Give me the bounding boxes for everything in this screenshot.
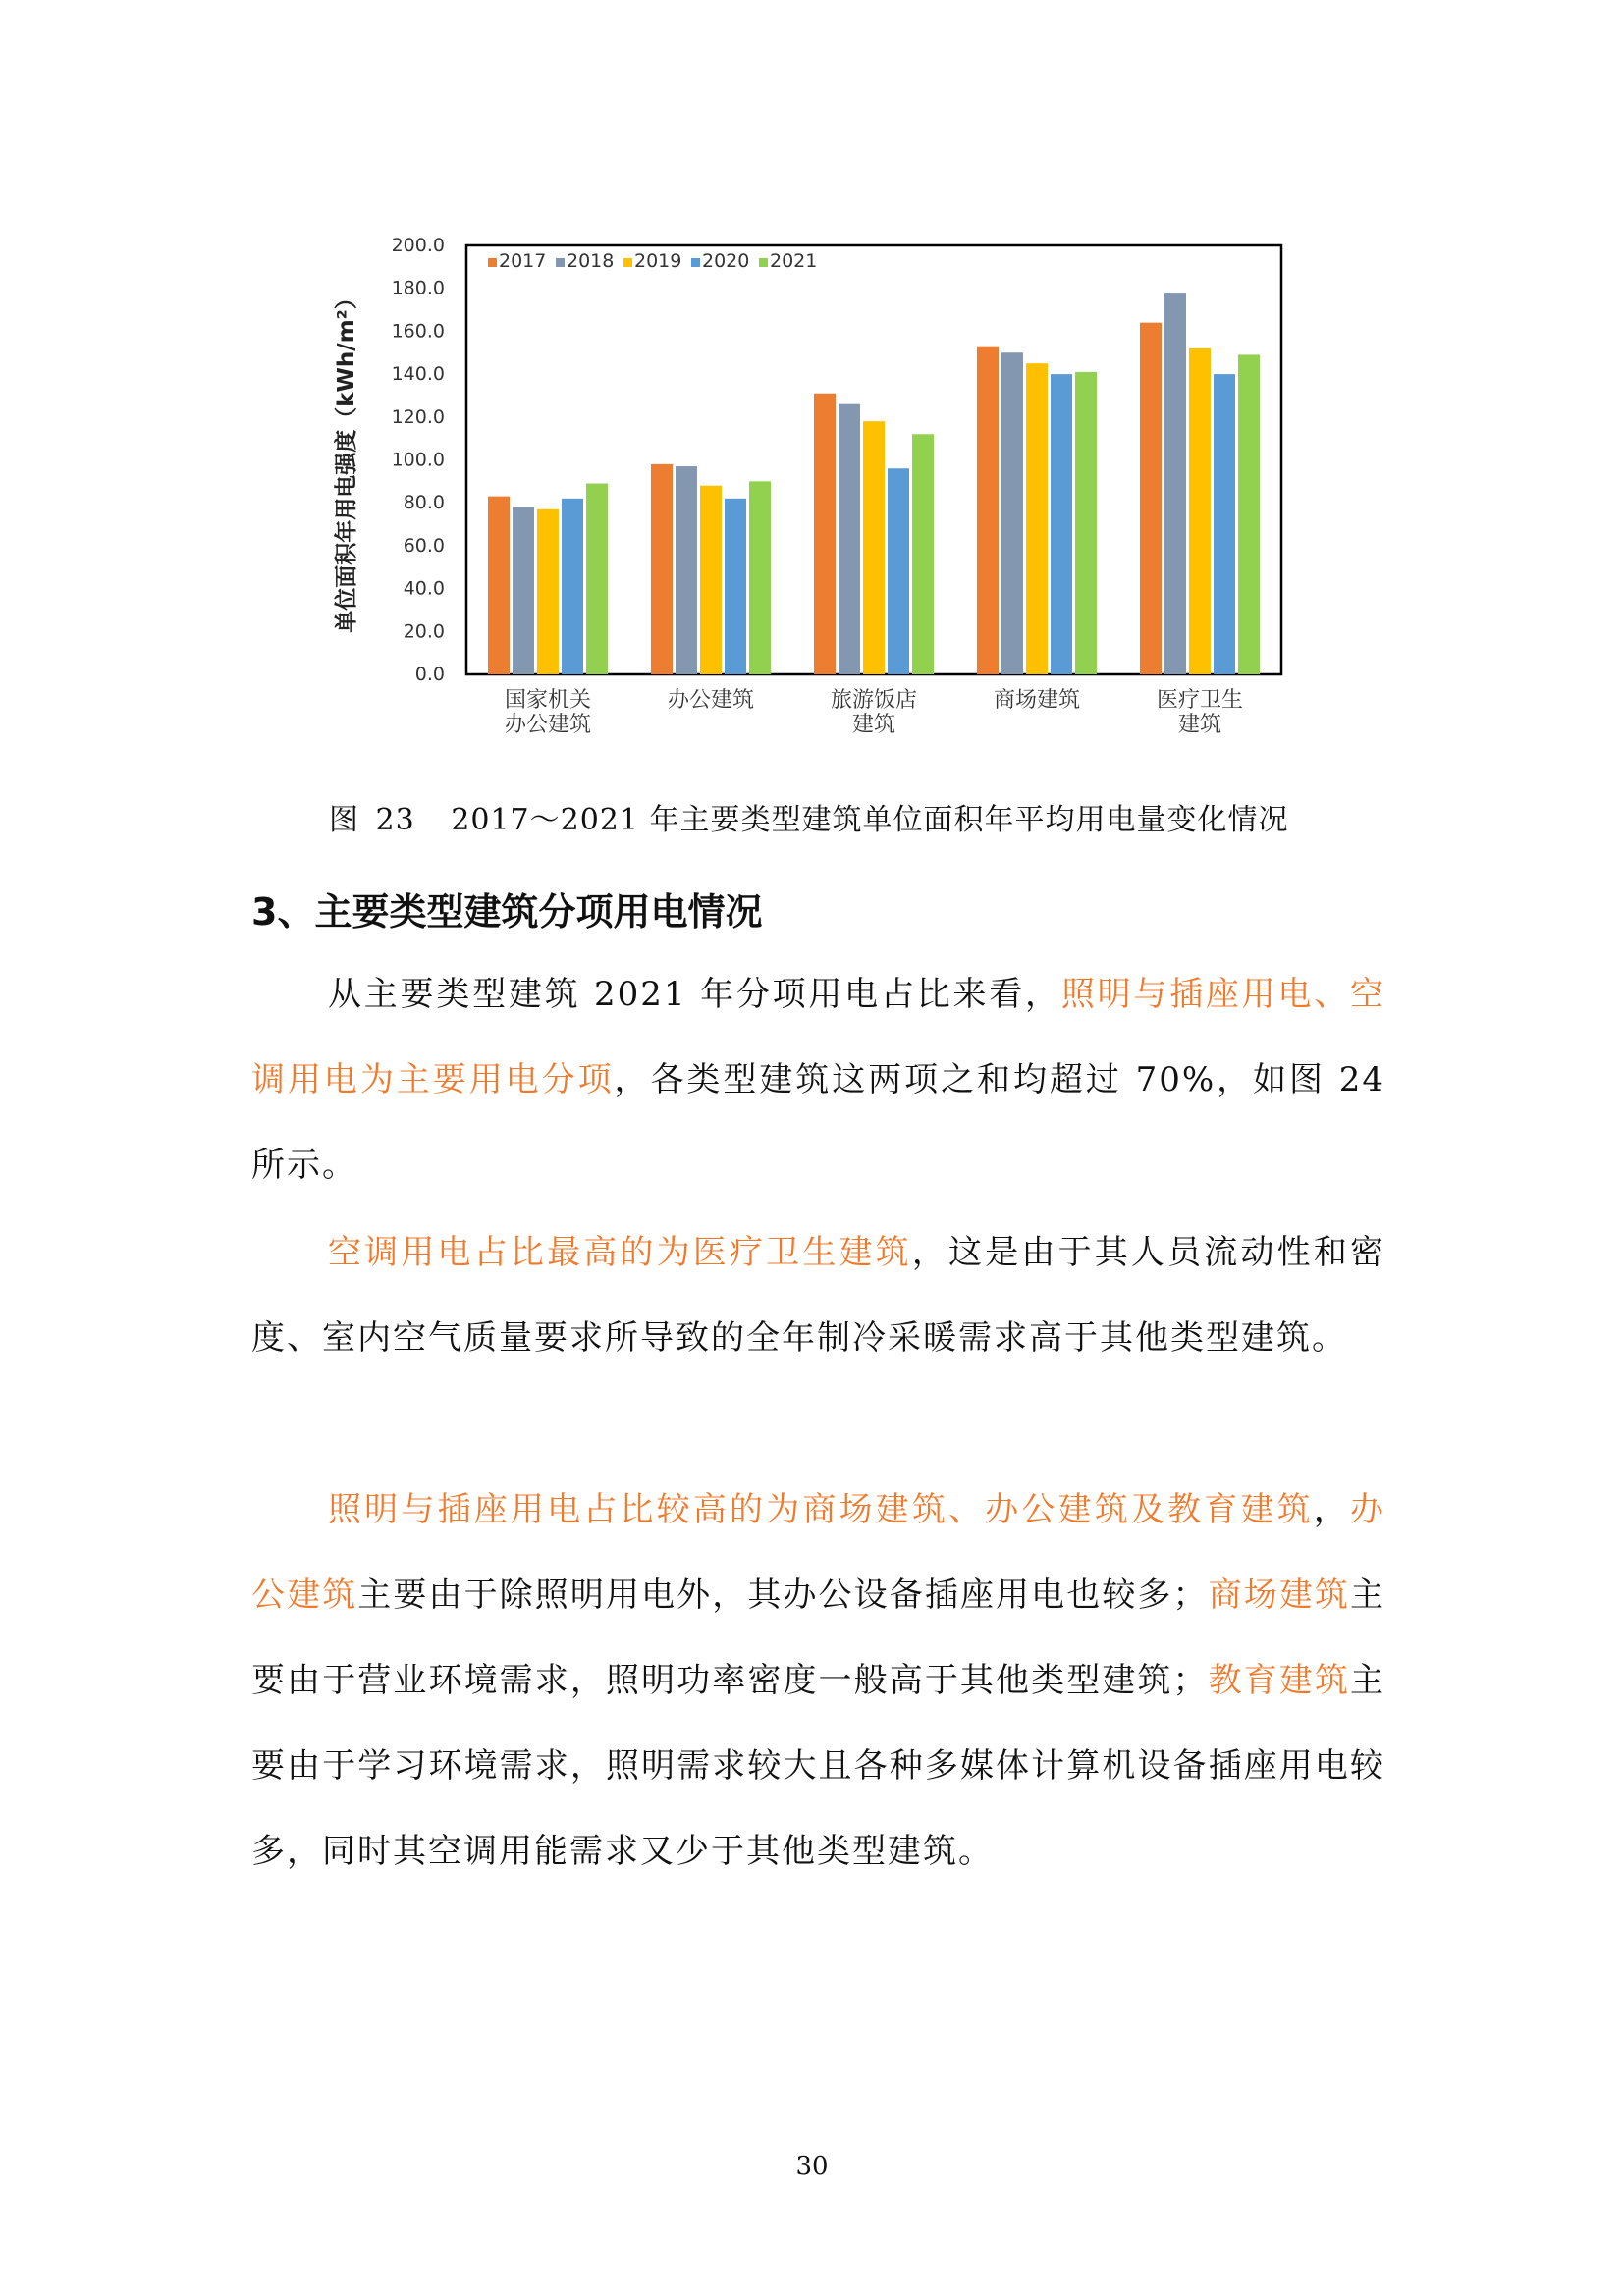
paragraph-1 bbox=[251, 952, 1385, 1208]
bar-2017-1 bbox=[488, 497, 510, 674]
y-tick-label: 20.0 bbox=[403, 620, 445, 643]
figure-label: 图 bbox=[329, 803, 359, 837]
section-heading: 3、主要类型建筑分项用电情况 bbox=[251, 890, 763, 934]
bar-2020-5 bbox=[1214, 374, 1235, 674]
legend-label-2020: 2020 bbox=[702, 250, 750, 272]
bar-2017-2 bbox=[651, 464, 673, 674]
p1-text-1: 从主要类型建筑 2021 年分项用电占比来看， bbox=[328, 975, 1061, 1014]
bar-2018-3 bbox=[839, 404, 860, 674]
x-category-label: 办公建筑 bbox=[504, 713, 592, 737]
p2-highlight-1: 空调用电占比最高的为医疗卫生建筑 bbox=[328, 1233, 912, 1272]
bar-2018-2 bbox=[676, 466, 697, 674]
x-category-label: 商场建筑 bbox=[993, 688, 1081, 713]
bar-2019-2 bbox=[700, 486, 722, 674]
paragraph-2 bbox=[251, 1210, 1385, 1381]
legend-swatch-2017 bbox=[488, 258, 497, 267]
x-category-label: 医疗卫生 bbox=[1156, 688, 1244, 713]
bar-2021-2 bbox=[749, 481, 771, 674]
bar-2019-4 bbox=[1026, 363, 1048, 674]
y-tick-label: 80.0 bbox=[403, 492, 445, 514]
y-tick-label: 120.0 bbox=[391, 405, 445, 428]
x-category-label: 办公建筑 bbox=[667, 688, 755, 713]
bar-2020-4 bbox=[1051, 374, 1072, 674]
page-number: 30 bbox=[795, 2152, 829, 2181]
y-tick-label: 40.0 bbox=[403, 577, 445, 600]
p3-text-3: 主要由于营业环境需求，照明功率密度一般高于其他类型建筑； bbox=[251, 1575, 1386, 1700]
x-category-label: 建筑 bbox=[1177, 713, 1222, 737]
legend-label-2019: 2019 bbox=[634, 250, 682, 272]
bar-2019-3 bbox=[863, 421, 885, 674]
legend-label-2021: 2021 bbox=[770, 250, 818, 272]
bar-2018-4 bbox=[1001, 352, 1023, 674]
bar-2018-1 bbox=[513, 507, 534, 674]
p1-text-2: ，各类型建筑这两项之和均超过 70%，如图 24 所示。 bbox=[251, 1060, 1385, 1185]
bar-2019-5 bbox=[1189, 348, 1211, 674]
y-tick-label: 160.0 bbox=[391, 320, 445, 343]
bar-2018-5 bbox=[1164, 293, 1186, 674]
p3-highlight-2: 办公建筑 bbox=[251, 1490, 1386, 1615]
bar-2021-4 bbox=[1075, 372, 1097, 674]
y-tick-label: 140.0 bbox=[391, 363, 445, 386]
p3-text-2: 主要由于除照明用电外，其办公设备插座用电也较多； bbox=[357, 1575, 1209, 1615]
legend-swatch-2018 bbox=[556, 258, 565, 267]
y-axis-title: 单位面积年用电强度（kWh/m²） bbox=[334, 287, 359, 633]
legend-swatch-2019 bbox=[623, 258, 632, 267]
legend-swatch-2021 bbox=[759, 258, 768, 267]
y-tick-label: 200.0 bbox=[391, 235, 445, 256]
bar-2017-4 bbox=[977, 347, 999, 674]
p3-text-1: ， bbox=[1313, 1490, 1351, 1529]
bar-2020-3 bbox=[888, 468, 909, 674]
bar-2021-5 bbox=[1238, 354, 1260, 674]
bar-2019-1 bbox=[537, 509, 559, 674]
legend-label-2017: 2017 bbox=[499, 250, 547, 272]
figure-number: 23 bbox=[375, 803, 415, 837]
p3-highlight-3: 商场建筑 bbox=[1208, 1575, 1351, 1615]
p3-highlight-4: 教育建筑 bbox=[1208, 1661, 1350, 1700]
bar-2017-5 bbox=[1140, 323, 1162, 674]
bar-2020-2 bbox=[725, 499, 746, 674]
y-tick-label: 0.0 bbox=[414, 664, 445, 685]
bar-2020-1 bbox=[562, 499, 583, 674]
x-category-label: 建筑 bbox=[851, 713, 896, 737]
p3-highlight-1: 照明与插座用电占比较高的为商场建筑、办公建筑及教育建筑 bbox=[328, 1490, 1314, 1529]
y-tick-label: 180.0 bbox=[391, 277, 445, 299]
x-category-label: 国家机关 bbox=[504, 688, 592, 713]
x-category-label: 旅游饭店 bbox=[830, 688, 918, 713]
p1-highlight-1: 照明与插座用电、空调用电为主要用电分项 bbox=[251, 975, 1385, 1099]
p3-text-4: 主要由于学习环境需求，照明需求较大且各种多媒体计算机设备插座用电较多，同时其空调用能需求又少于其他类型建筑。 bbox=[251, 1661, 1385, 1871]
legend-swatch-2020 bbox=[691, 258, 700, 267]
y-tick-label: 100.0 bbox=[391, 449, 445, 471]
p2-text-1: ，这是由于其人员流动性和密度、室内空气质量要求所导致的全年制冷采暖需求高于其他类型建筑。 bbox=[251, 1233, 1386, 1358]
y-tick-label: 60.0 bbox=[403, 534, 445, 557]
paragraph-3 bbox=[251, 1468, 1385, 1895]
bar-2021-3 bbox=[912, 434, 934, 674]
bar-2021-1 bbox=[586, 484, 608, 674]
figure-caption-text: 2017～2021 年主要类型建筑单位面积年平均用电量变化情况 bbox=[451, 803, 1289, 837]
legend-label-2018: 2018 bbox=[567, 250, 615, 272]
bar-chart bbox=[314, 226, 1316, 775]
figure-caption bbox=[329, 795, 1370, 838]
bar-2017-3 bbox=[814, 394, 836, 674]
